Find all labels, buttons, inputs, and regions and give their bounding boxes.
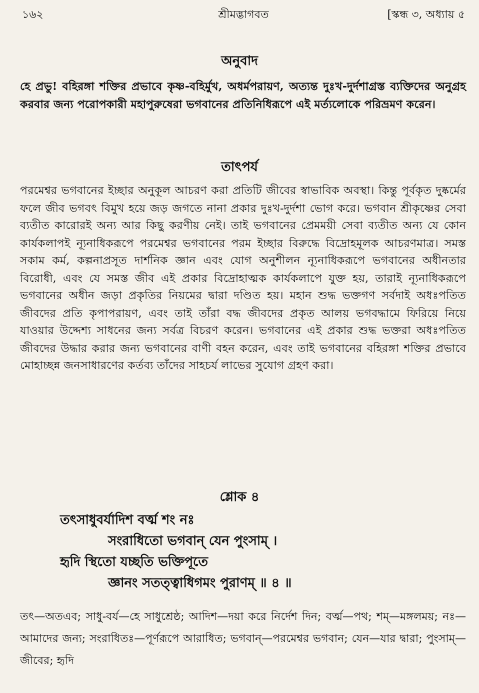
page-header <box>22 6 465 24</box>
purport-heading: তাৎপর্য <box>221 160 258 175</box>
translation-text: হে প্রভু! বহিরঙ্গা শক্তির প্রভাবে কৃষ্ণ-বহির্মুখ, অধর্মপরায়ণ, অত্যন্ত দুঃখ-দুর্দশাগ্রস্ত ব্যক্তিদের অনুগ্রহ করবার জন্য পরোপকারী মহাপুরুষেরা ভগবানের প্রতিনিধিরূপে এই মর্ত্যলোকে পরিভ্রমণ করেন। <box>20 79 466 111</box>
translation-heading: অনুবাদ <box>221 54 258 69</box>
purport-text: পরমেশ্বর ভগবানের ইচ্ছার অনুকূল আচরণ করা প্রতিটি জীবের স্বাভাবিক অবস্থা। কিন্তু পূর্বকৃত দুষ্কর্মের ফলে জীব ভগবৎ বিমুখ হয়ে জড় জগতে নানা প্রকার দুঃখ-দুর্দশা ভোগ করে। ভগবান শ্রীকৃষ্ণের সেবা ব্যতীত কারোরই অন্য আর কিছু করণীয় নেই। তাই ভগবানের প্রেমময়ী সেবা ব্যতীত অন্য যে কোন কার্যকলাপই ন্যূনাধিকরূপে পরমেশ্বর ভগবানের পরম ইচ্ছার বিরুদ্ধে বিদ্রোহমূলক আচরণমাত্র। সমস্ত সকাম কর্ম, কল্পনাপ্রসূত দার্শনিক জ্ঞান এবং যোগ অনুশীলন ন্যূনাধিকরূপে ভগবানের অধীনতার বিরোধী, এবং যে সমস্ত জীব এই প্রকার বিদ্রোহাত্মক কার্যকলাপে যুক্ত হয়, তারাই ন্যূনাধিকরূপে ভগবানের অধীন জড়া প্রকৃতির নিয়মের দ্বারা দণ্ডিত হয়। মহান শুদ্ধ ভক্তগণ সর্বদাই অধঃপতিত জীবদের প্রতি কৃপাপরায়ণ, এবং তাই তাঁরা বদ্ধ জীবদের প্রকৃত আলয় ভগবদ্ধামে ফিরিয়ে নিয়ে যাওয়ার উদ্দেশ্য সাধনের জন্য সর্বত্র বিচরণ করেন। ভগবানের এই প্রকার শুদ্ধ ভক্তরা অধঃপতিত জীবদের উদ্ধার করার জন্য ভগবানের বাণী বহন করেন, এবং তাই ভগবানের বহিরঙ্গা শক্তির প্রভাবে মোহাচ্ছন্ন জনসাধারণের কর্তব্য তাঁদের সাহচর্য লাভের সুযোগ গ্রহণ করা। <box>20 184 466 372</box>
verse-line: হৃদি স্থিতো যচ্ছতি ভক্তিপূতে <box>60 555 209 570</box>
verse-line: তৎসাধুবর্যাদিশ বর্ত্ম শং নঃ <box>60 513 195 528</box>
chapter-reference: [স্কন্ধ ৩, অধ্যায় ৫ <box>387 8 465 21</box>
verse-text <box>60 510 440 594</box>
synonyms-text: তৎ—অতএব; সাধু-বর্য—হে সাধুশ্রেষ্ঠ; আদিশ—দয়া করে নির্দেশ দিন; বর্ত্ম—পথ; শম্—মঙ্গলময়; নঃ—আমাদের জন্য; সংরাধিতঃ—পূর্ণরূপে আরাধিত; ভগবান্—পরমেশ্বর ভগবান; যেন—যার দ্বারা; পুংসাম্—জীবের; হৃদি <box>20 610 466 667</box>
verse-line: সংরাধিতো ভগবান্ যেন পুংসাম্ । <box>108 534 278 549</box>
verse-heading: শ্লোক ৪ <box>219 490 260 505</box>
verse-line: জ্ঞানং সতত্ত্বাধিগমং পুরাণম্ ॥ ৪ ॥ <box>108 576 292 591</box>
page-number: ১৬২ <box>22 8 44 21</box>
book-title: শ্রীমদ্ভাগবত <box>218 8 269 21</box>
